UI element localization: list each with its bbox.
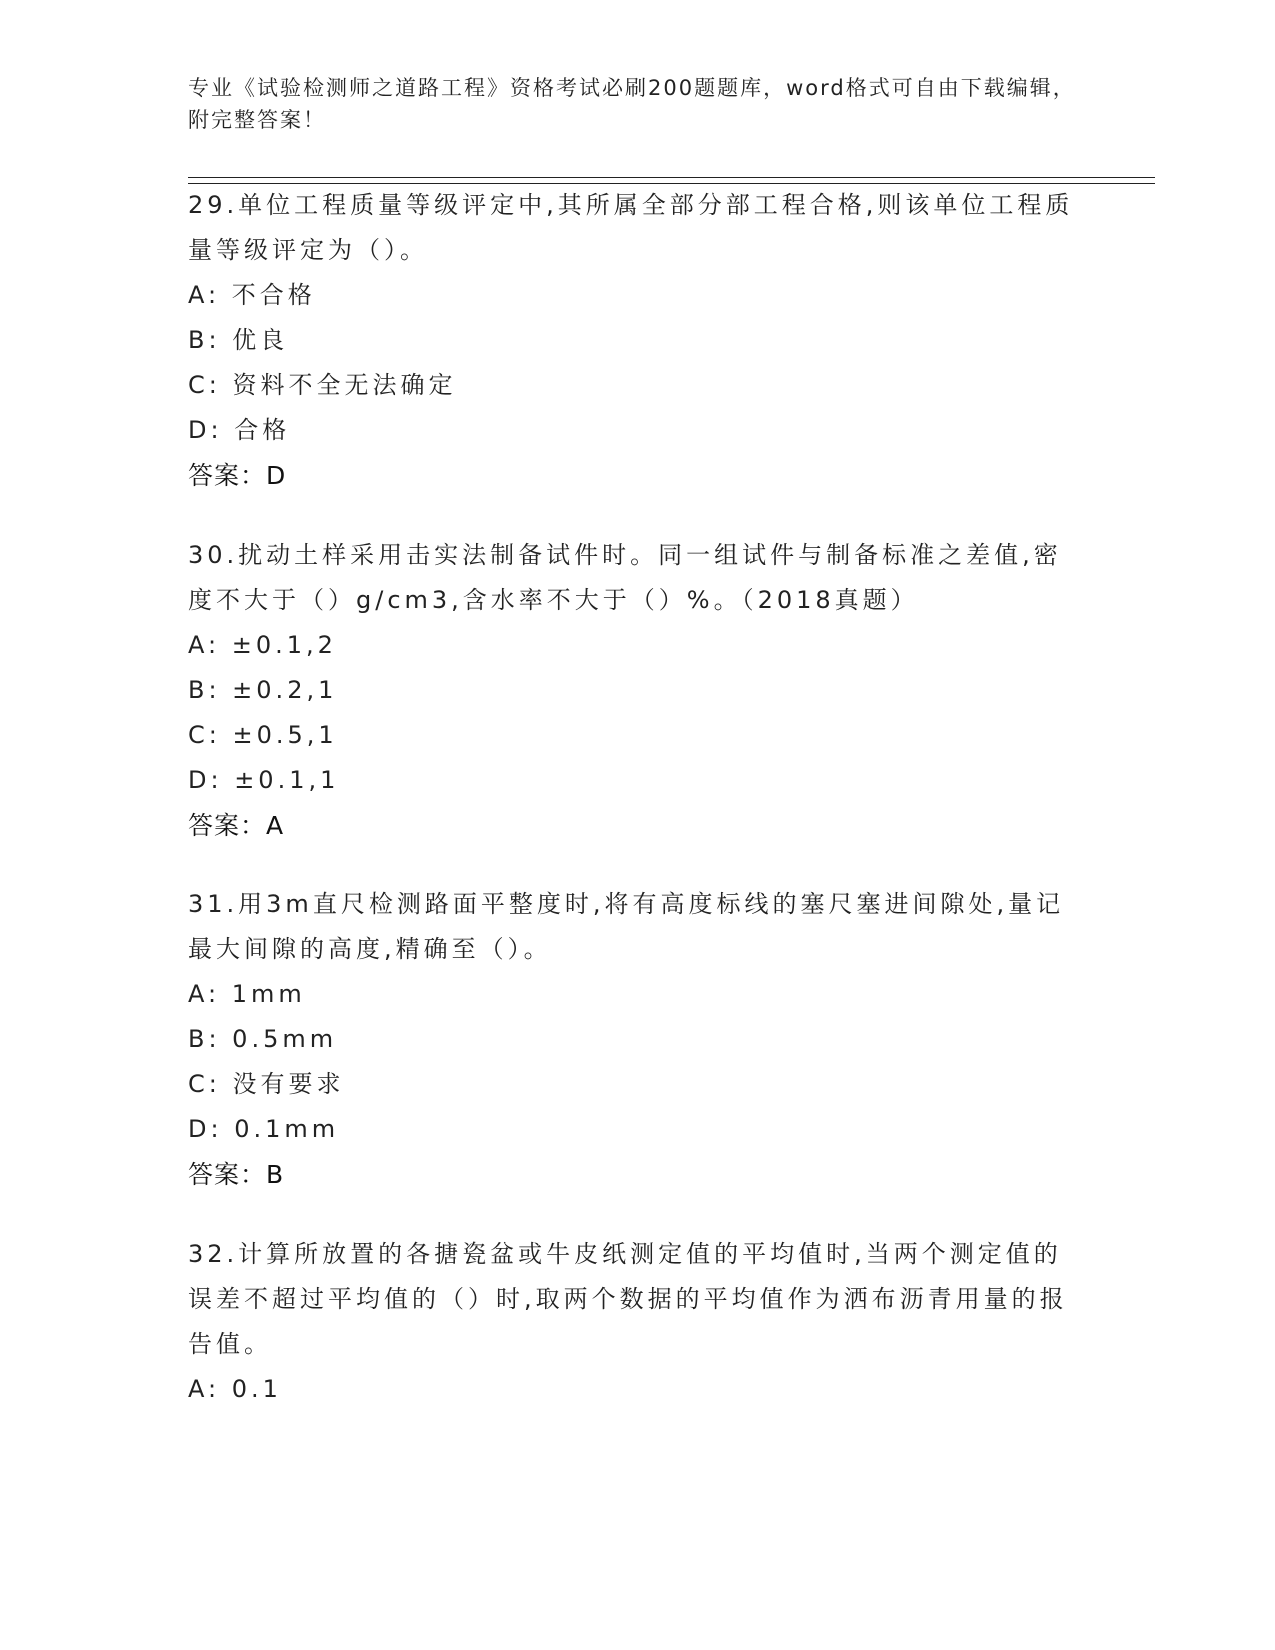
question-stem: 30.扰动土样采用击实法制备试件时。同一组试件与制备标准之差值,密度不大于（）g/cm3,含水率不大于（）%。（2018真题）: [188, 541, 1062, 614]
option-b: B: 0.5mm: [188, 1025, 338, 1053]
question-30: [188, 533, 1088, 848]
option-a: A: ±0.1,2: [188, 631, 337, 659]
option-c: C: ±0.5,1: [188, 721, 338, 749]
option-b: B: ±0.2,1: [188, 676, 338, 704]
option-d: D: ±0.1,1: [188, 766, 340, 794]
question-stem: 31.用3m直尺检测路面平整度时,将有高度标线的塞尺塞进间隙处,量记最大间隙的高度,精确至（）。: [188, 890, 1065, 963]
answer: 答案：B: [188, 1160, 285, 1189]
option-c: C: 没有要求: [188, 1070, 345, 1098]
header-divider-top: [188, 177, 1155, 178]
option-d: D: 合格: [188, 416, 291, 444]
option-b: B: 优良: [188, 326, 289, 354]
question-29: [188, 183, 1088, 498]
document-header: [188, 72, 1088, 136]
answer: 答案：A: [188, 811, 285, 840]
option-a: A: 0.1: [188, 1375, 282, 1403]
question-stem: 32.计算所放置的各搪瓷盆或牛皮纸测定值的平均值时,当两个测定值的误差不超过平均值的（）时,取两个数据的平均值作为洒布沥青用量的报告值。: [188, 1240, 1068, 1358]
option-a: A: 不合格: [188, 281, 316, 309]
option-c: C: 资料不全无法确定: [188, 371, 457, 399]
question-31: [188, 882, 1088, 1197]
question-stem: 29.单位工程质量等级评定中,其所属全部分部工程合格,则该单位工程质量等级评定为（）。: [188, 191, 1074, 264]
option-d: D: 0.1mm: [188, 1115, 340, 1143]
question-32: [188, 1232, 1088, 1412]
option-a: A: 1mm: [188, 980, 306, 1008]
header-text: 专业《试验检测师之道路工程》资格考试必刷200题题库，word格式可自由下载编辑，附完整答案！: [188, 76, 1076, 132]
answer: 答案：D: [188, 461, 287, 490]
